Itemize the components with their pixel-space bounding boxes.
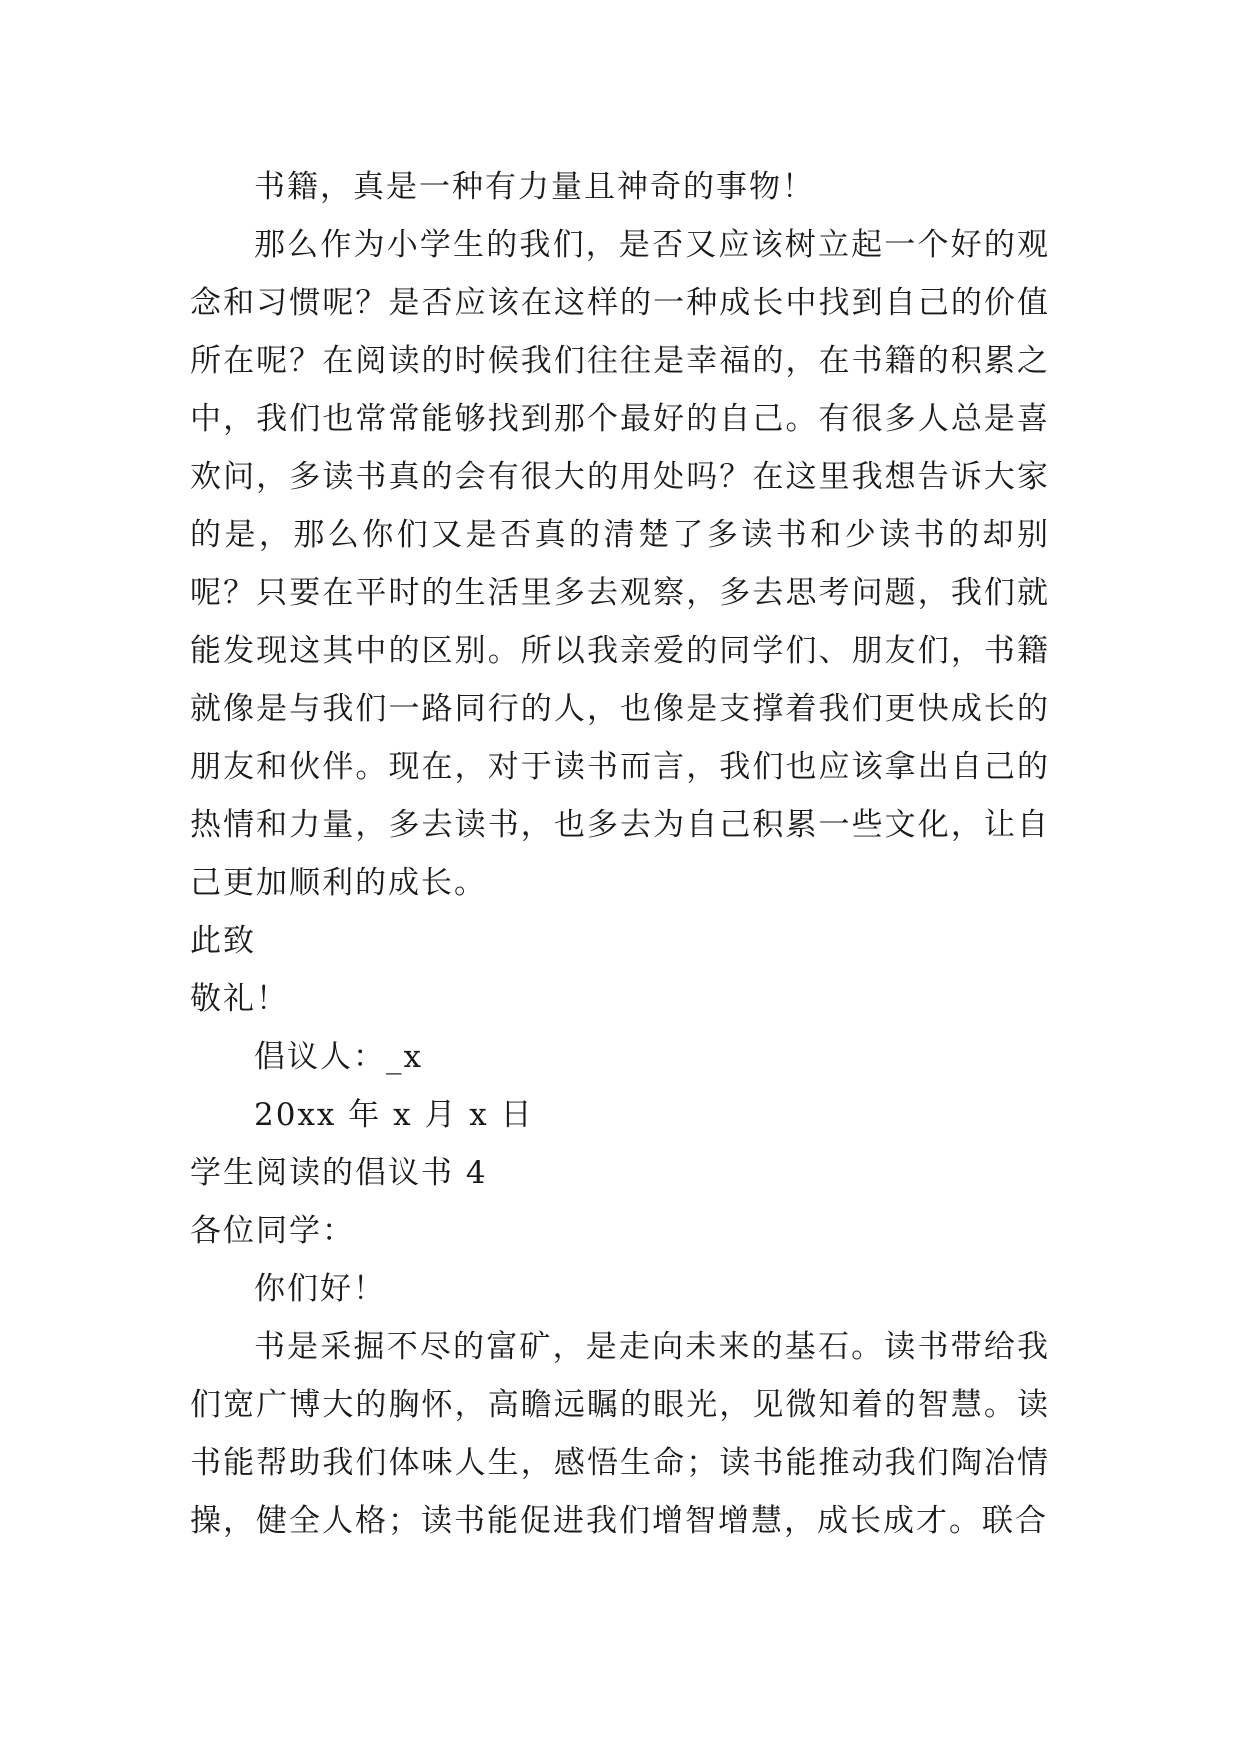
proposer-line: 倡议人：_x [254, 1039, 423, 1075]
document-body [190, 158, 1050, 1550]
section-heading: 学生阅读的倡议书 4 [190, 1155, 488, 1191]
salutation: 各位同学： [190, 1213, 355, 1249]
paragraph-reading-value: 那么作为小学生的我们，是否又应该树立起一个好的观念和习惯呢？是否应该在这样的一种成长中找到自己的价值所在呢？在阅读的时候我们往往是幸福的，在书籍的积累之中，我们也常常能够找到那个最好的自己。有很多人总是喜欢问，多读书真的会有很大的用处吗？在这里我想告诉大家的是，那么你们又是否真的清楚了多读书和少读书的却别呢？只要在平时的生活里多去观察，多去思考问题，我们就能发现这其中的区别。所以我亲爱的同学们、朋友们，书籍就像是与我们一路同行的人，也像是支撑着我们更快成长的朋友和伙伴。现在，对于读书而言，我们也应该拿出自己的热情和力量，多去读书，也多去为自己积累一些文化，让自己更加顺利的成长。 [190, 227, 1050, 901]
greeting: 你们好！ [254, 1271, 386, 1307]
paragraph-books-magic: 书籍，真是一种有力量且神奇的事物！ [254, 169, 815, 205]
paragraph-books-mine: 书是采掘不尽的富矿，是走向未来的基石。读书带给我们宽广博大的胸怀，高瞻远瞩的眼光，见微知着的智慧。读书能帮助我们体味人生，感悟生命；读书能推动我们陶冶情操，健全人格；读书能促进我们增智增慧，成长成才。联合 [190, 1329, 1050, 1539]
date-line: 20xx 年 x 月 x 日 [254, 1097, 534, 1133]
closing-jing-li: 敬礼！ [190, 981, 289, 1017]
closing-ci-zhi: 此致 [190, 923, 256, 959]
